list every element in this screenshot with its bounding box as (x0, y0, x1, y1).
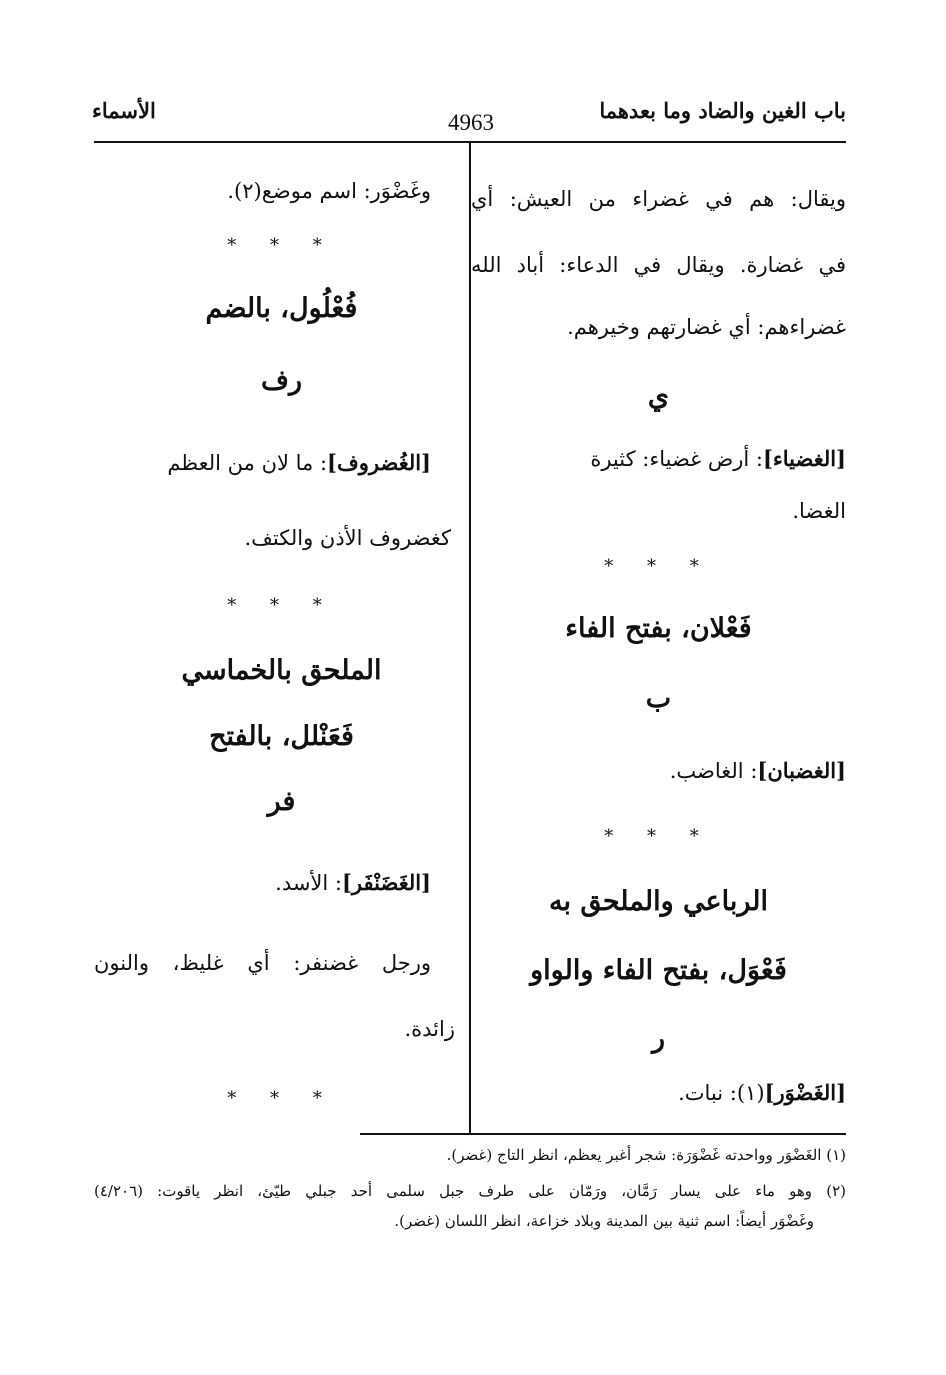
section-heading-falan: فَعْلان، بفتح الفاء (565, 613, 752, 644)
running-header-chapter: باب الغين والضاد وما بعدهما (599, 98, 846, 123)
letter-heading-far: فر (267, 786, 296, 817)
lemma-ghadanfar: [الغَضَنْفَر] (342, 870, 431, 895)
footnote-1: (١) الغَضْوَر وواحدته غَضْوَرَة: شجر أغبر يعظم، انظر التاج (غضر). (446, 1146, 846, 1164)
definition-ghadwar: (١): نبات. (678, 1081, 765, 1105)
entry-ghadanfar (275, 870, 431, 895)
section-heading-fulul: فُعْلُول، بالضم (205, 293, 358, 324)
definition-ghadanfar: : الأسد. (275, 871, 342, 895)
section-heading-rubai: الرباعي والملحق به (548, 886, 769, 917)
entry-ghadra-line3: غضراءهم: أي غضارتهم وخيرهم. (567, 315, 846, 339)
entry-rajul-line1: ورجل غضنفر: أي غليظ، والنون (94, 951, 431, 975)
entry-ghudruf-line1 (94, 450, 431, 475)
entry-ghudruf-line2: كغضروف الأذن والكتف. (244, 526, 451, 550)
entry-ghadya-line1 (471, 446, 846, 471)
footnote-2-line1: (٢) وهو ماء على يسار رَمَّان، ورَمّان على طرف جبل سلمى أحد جبلي طيّئ، انظر ياقوت: (٤/٢٠٦) (94, 1182, 846, 1200)
section-separator: * * * (227, 1088, 336, 1109)
definition-ghadya: : أرض غضياء: كثيرة (590, 447, 763, 471)
definition-ghudruf: : ما لان من العظم (167, 451, 328, 475)
running-header-section: الأسماء (92, 98, 156, 123)
section-separator: * * * (604, 556, 713, 577)
entry-ghadwar (678, 1080, 846, 1105)
footnote-rule (360, 1133, 846, 1135)
section-separator: * * * (227, 595, 336, 616)
lemma-ghadwar: [الغَضْوَر] (764, 1080, 846, 1105)
entry-ghadban (670, 758, 846, 783)
lemma-ghadya: [الغضياء] (762, 446, 846, 471)
entry-ghadra-line2: في غضارة. ويقال في الدعاء: أباد الله (471, 253, 846, 277)
entry-ghadya-line2: الغضا. (792, 499, 846, 523)
entry-ghadwar-place: وغَضْوَر: اسم موضع(٢). (227, 179, 431, 203)
section-separator: * * * (227, 235, 336, 256)
section-heading-fawal: فَعْوَل، بفتح الفاء والواو (530, 955, 787, 986)
entry-rajul-line2: زائدة. (404, 1017, 455, 1041)
lemma-ghadban: [الغضبان] (757, 758, 846, 783)
letter-heading-ba: ب (645, 683, 672, 714)
letter-heading-raf: رف (260, 365, 303, 396)
page-number: 4963 (448, 110, 494, 135)
entry-ghadra-line1: ويقال: هم في غضراء من العيش: أي (471, 187, 846, 211)
section-heading-faanlal: فَعَنْلل، بالفتح (209, 721, 354, 752)
lemma-ghudruf: [الغُضروف] (327, 450, 431, 475)
section-heading-mulhaq: الملحق بالخماسي (181, 655, 382, 686)
letter-heading-ya: ي (647, 381, 670, 412)
definition-ghadban: : الغاضب. (669, 759, 758, 783)
footnote-2-line2: وغَضْوَر أيضاً: اسم ثنية بين المدينة وبلاد خزاعة، انظر اللسان (غضر). (394, 1212, 814, 1230)
letter-heading-ra: ر (651, 1023, 666, 1054)
section-separator: * * * (604, 826, 713, 847)
